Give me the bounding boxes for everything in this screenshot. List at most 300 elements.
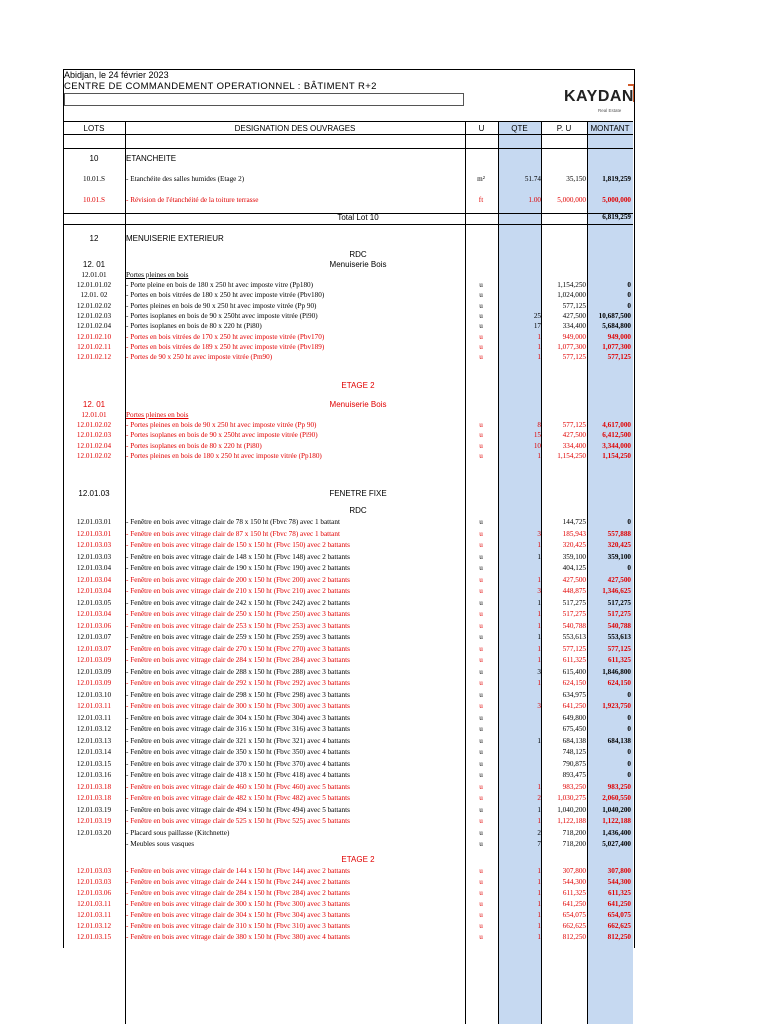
item-amount: 5,027,400 bbox=[602, 840, 631, 848]
item-amount: 611,325 bbox=[608, 656, 631, 664]
section-label: RDC bbox=[349, 250, 367, 259]
item-unit-price: 649,800 bbox=[562, 713, 586, 722]
lot12-heading bbox=[63, 234, 633, 244]
item-code: 12.01.03.16 bbox=[76, 771, 112, 779]
item-amount: 544,300 bbox=[607, 878, 631, 886]
table-row bbox=[63, 724, 633, 734]
item-code: 12.01.03.18 bbox=[76, 794, 112, 802]
table-row bbox=[63, 805, 633, 815]
item-designation: - Fenêtre en bois avec vitrage clair de 87 x 150 ht (Fbvc 78) avec 1 battant bbox=[126, 529, 340, 538]
table-row bbox=[63, 921, 633, 931]
kaydan-logo: KAYDAN bbox=[564, 88, 634, 105]
item-code: 12.01.01.02 bbox=[76, 281, 112, 289]
table-row bbox=[63, 598, 633, 608]
item-unit: u bbox=[479, 840, 483, 848]
item-designation: - Fenêtre en bois avec vitrage clair de 304 x 150 ht (Fbvc 304) avec 3 battants bbox=[126, 713, 350, 722]
table-row bbox=[63, 877, 633, 887]
item-designation: - Portes pleines en bois de 90 x 250 ht avec imposte vitrée (Pp 90) bbox=[126, 301, 317, 310]
subsection-portes-pleines-e2 bbox=[63, 410, 633, 420]
item-quantity: 1.00 bbox=[528, 196, 541, 204]
table-row bbox=[63, 441, 633, 451]
item-code: 12.01.03.04 bbox=[76, 610, 112, 618]
item-unit-price: 5,000,000 bbox=[557, 196, 586, 204]
item-unit: u bbox=[479, 817, 483, 825]
item-designation: - Portes de 90 x 250 ht avec imposte vitrée (Pm90) bbox=[126, 353, 273, 362]
item-unit: ft bbox=[478, 196, 484, 204]
item-amount: 684,138 bbox=[607, 736, 631, 745]
item-unit: u bbox=[479, 451, 483, 460]
section-etage2 bbox=[63, 381, 633, 391]
item-unit-price: 654,075 bbox=[562, 911, 586, 919]
item-amount: 0 bbox=[627, 771, 631, 779]
table-row bbox=[63, 667, 633, 677]
table-row bbox=[63, 713, 633, 723]
item-unit: u bbox=[479, 794, 483, 802]
item-quantity: 1 bbox=[537, 900, 541, 908]
item-code: 12.01.03.11 bbox=[77, 702, 111, 710]
section-label: Portes pleines en bois bbox=[126, 411, 189, 419]
item-unit: u bbox=[479, 441, 483, 450]
item-quantity: 1 bbox=[537, 656, 541, 664]
item-code: 12.01.03.11 bbox=[77, 713, 111, 722]
section-label: FENETRE FIXE bbox=[329, 489, 387, 498]
item-code: 12.01.02.02 bbox=[76, 421, 112, 429]
item-amount: 577,125 bbox=[607, 353, 631, 362]
item-designation: - Fenêtre en bois avec vitrage clair de 350 x 150 ht (Fbvc 350) avec 4 battants bbox=[126, 748, 350, 756]
item-designation: - Fenêtre en bois avec vitrage clair de 150 x 150 ht (Fbvc 150) avec 2 battants bbox=[126, 541, 350, 549]
item-code: 12.01.03.01 bbox=[76, 518, 112, 526]
table-row bbox=[63, 563, 633, 573]
item-unit-price: 684,138 bbox=[562, 736, 586, 745]
section-rdc bbox=[63, 250, 633, 260]
item-designation: - Fenêtre en bois avec vitrage clair de 300 x 150 ht (Fbvc 300) avec 3 battants bbox=[126, 702, 350, 710]
item-unit: u bbox=[479, 311, 483, 320]
item-designation: - Fenêtre en bois avec vitrage clair de 144 x 150 ht (Fbvc 144) avec 2 battants bbox=[126, 867, 350, 875]
item-amount: 0 bbox=[627, 713, 631, 722]
item-code: 12.01.03.04 bbox=[76, 575, 112, 584]
section-label: ETAGE 2 bbox=[341, 381, 375, 390]
section-rdc-fenetre bbox=[63, 506, 633, 516]
item-designation: - Portes isoplanes en bois de 90 x 250ht avec imposte vitrée (Pi90) bbox=[126, 311, 318, 320]
item-unit: u bbox=[479, 291, 483, 300]
item-quantity: 17 bbox=[533, 322, 541, 331]
item-designation: - Fenêtre en bois avec vitrage clair de 270 x 150 ht (Fbvc 270) avec 3 battants bbox=[126, 644, 350, 653]
item-quantity: 1 bbox=[537, 867, 541, 875]
item-unit-price: 615,400 bbox=[562, 667, 586, 676]
item-designation: - Fenêtre en bois avec vitrage clair de 494 x 150 ht (Fbvc 494) avec 5 battants bbox=[126, 805, 350, 814]
item-code: 12.01.03.19 bbox=[76, 805, 112, 814]
item-unit: u bbox=[479, 518, 483, 526]
item-amount: 359,100 bbox=[607, 552, 631, 561]
item-code: 12.01.03.15 bbox=[76, 933, 112, 941]
item-designation: - Fenêtre en bois avec vitrage clair de 200 x 150 ht (Fbvc 200) avec 2 battants bbox=[126, 575, 350, 584]
item-unit-price: 448,875 bbox=[562, 587, 586, 595]
section-menuiserie-bois-e2 bbox=[63, 400, 633, 410]
item-amount: 983,250 bbox=[607, 782, 631, 791]
item-unit: u bbox=[479, 656, 483, 664]
item-designation: - Fenêtre en bois avec vitrage clair de 460 x 150 ht (Fbvc 460) avec 5 battants bbox=[126, 782, 350, 791]
item-unit: u bbox=[479, 541, 483, 549]
item-designation: - Fenêtre en bois avec vitrage clair de 525 x 150 ht (Fbvc 525) avec 5 battants bbox=[126, 817, 350, 825]
item-quantity: 2 bbox=[537, 828, 541, 837]
subsection-portes-pleines bbox=[63, 270, 633, 280]
item-quantity: 25 bbox=[533, 311, 541, 320]
item-amount: 5,000,000 bbox=[602, 196, 631, 204]
item-code: 12.01.03.01 bbox=[76, 529, 112, 538]
item-unit-price: 675,450 bbox=[562, 725, 586, 733]
item-quantity: 3 bbox=[537, 587, 541, 595]
item-unit: u bbox=[479, 878, 483, 886]
section-label: RDC bbox=[349, 506, 367, 515]
item-code: 12.01.03.12 bbox=[76, 922, 112, 930]
item-quantity: 1 bbox=[537, 911, 541, 919]
item-unit-price: 983,250 bbox=[562, 782, 586, 791]
item-quantity: 1 bbox=[537, 621, 541, 630]
table-row bbox=[63, 678, 633, 688]
item-code: 12.01.03.13 bbox=[76, 736, 112, 745]
table-row bbox=[63, 540, 633, 550]
item-code: 12.01.02.03 bbox=[76, 431, 112, 440]
divider bbox=[63, 224, 633, 225]
item-code: 12.01.02.04 bbox=[76, 322, 112, 331]
item-code: 10.01.S bbox=[83, 175, 105, 183]
col-head-u: U bbox=[478, 124, 485, 133]
item-amount: 624,150 bbox=[607, 679, 631, 687]
item-unit: u bbox=[479, 421, 483, 429]
item-unit: u bbox=[479, 702, 483, 710]
section-label: Menuiserie Bois bbox=[329, 260, 387, 269]
item-unit-price: 544,300 bbox=[562, 878, 586, 886]
item-quantity: 2 bbox=[537, 794, 541, 802]
item-designation: - Portes isoplanes en bois de 80 x 220 ht (Pi80) bbox=[126, 441, 262, 450]
item-quantity: 1 bbox=[537, 679, 541, 687]
item-designation: - Fenêtre en bois avec vitrage clair de 300 x 150 ht (Fbvc 300) avec 3 battants bbox=[126, 900, 350, 908]
item-unit-price: 185,943 bbox=[562, 529, 586, 538]
item-unit: u bbox=[479, 805, 483, 814]
item-designation: - Fenêtre en bois avec vitrage clair de 380 x 150 ht (Fbvc 380) avec 4 battants bbox=[126, 933, 350, 941]
item-designation: - Fenêtre en bois avec vitrage clair de 148 x 150 ht (Fbvc 148) avec 2 battants bbox=[126, 552, 350, 561]
item-unit-price: 1,154,250 bbox=[557, 451, 586, 460]
item-unit: u bbox=[479, 922, 483, 930]
item-code: 12.01.03.04 bbox=[76, 587, 112, 595]
item-code: 12.01.03.05 bbox=[76, 598, 112, 607]
item-designation: - Fenêtre en bois avec vitrage clair de 418 x 150 ht (Fbvc 418) avec 4 battants bbox=[126, 771, 350, 779]
col-head-qte: QTE bbox=[511, 124, 528, 133]
section-etage2-fenetre bbox=[63, 855, 633, 865]
item-code: 12.01.03.10 bbox=[76, 690, 112, 699]
item-designation: - Fenêtre en bois avec vitrage clair de 316 x 150 ht (Fbvc 316) avec 3 battants bbox=[126, 725, 350, 733]
item-amount: 1,154,250 bbox=[602, 451, 631, 460]
item-amount: 662,625 bbox=[607, 922, 631, 930]
item-amount: 0 bbox=[627, 759, 631, 768]
section-code: 12.01.01 bbox=[81, 271, 107, 279]
item-designation: - Fenêtre en bois avec vitrage clair de 321 x 150 ht (Fbvc 321) avec 4 battants bbox=[126, 736, 350, 745]
item-designation: - Fenêtre en bois avec vitrage clair de 259 x 150 ht (Fbvc 259) avec 3 battants bbox=[126, 633, 350, 641]
item-amount: 577,125 bbox=[607, 644, 631, 653]
section-code: 12. 01 bbox=[82, 260, 106, 269]
item-designation: - Fenêtre en bois avec vitrage clair de 284 x 150 ht (Fbvc 284) avec 3 battants bbox=[126, 656, 350, 664]
item-amount: 557,888 bbox=[607, 529, 631, 538]
item-amount: 1,077,300 bbox=[602, 342, 631, 351]
item-amount: 427,500 bbox=[607, 575, 631, 584]
table-row bbox=[63, 793, 633, 803]
item-designation: - Fenêtre en bois avec vitrage clair de 250 x 150 ht (Fbvc 250) avec 3 battants bbox=[126, 610, 350, 618]
item-unit: u bbox=[479, 889, 483, 897]
item-unit: u bbox=[479, 301, 483, 310]
item-code: 12.01.03.04 bbox=[76, 564, 112, 572]
item-unit: u bbox=[479, 782, 483, 791]
lot10-heading bbox=[63, 154, 633, 164]
item-amount: 540,788 bbox=[607, 621, 631, 630]
item-amount: 0 bbox=[627, 291, 631, 300]
item-unit-price: 320,425 bbox=[562, 541, 586, 549]
item-amount: 1,346,625 bbox=[602, 587, 631, 595]
item-amount: 654,075 bbox=[607, 911, 631, 919]
item-designation: - Fenêtre en bois avec vitrage clair de 244 x 150 ht (Fbvc 244) avec 2 battants bbox=[126, 878, 350, 886]
item-unit-price: 624,150 bbox=[562, 679, 586, 687]
item-quantity: 1 bbox=[537, 633, 541, 641]
item-unit: u bbox=[479, 332, 483, 341]
item-amount: 517,275 bbox=[607, 598, 631, 607]
item-designation: - Fenêtre en bois avec vitrage clair de 253 x 150 ht (Fbvc 253) avec 3 battants bbox=[126, 621, 350, 630]
table-row bbox=[63, 575, 633, 585]
item-quantity: 51.74 bbox=[524, 175, 541, 183]
item-code: 12.01.03.03 bbox=[76, 867, 112, 875]
item-unit: u bbox=[479, 644, 483, 653]
item-unit-price: 748,125 bbox=[562, 748, 586, 756]
item-unit: u bbox=[479, 771, 483, 779]
item-quantity: 1 bbox=[537, 933, 541, 941]
item-designation: - Portes isoplanes en bois de 80 x 220 ht (Pi80) bbox=[126, 322, 262, 331]
item-unit-price: 790,875 bbox=[562, 759, 586, 768]
item-unit: u bbox=[479, 679, 483, 687]
section-label: Menuiserie Bois bbox=[329, 400, 387, 409]
item-unit-price: 662,625 bbox=[562, 922, 586, 930]
item-quantity: 1 bbox=[537, 817, 541, 825]
item-code: 12.01.03.03 bbox=[76, 552, 112, 561]
total-value: 6,819,259 bbox=[602, 213, 631, 221]
item-amount: 0 bbox=[627, 748, 631, 756]
item-unit-price: 577,125 bbox=[562, 301, 586, 310]
item-code: 10.01.S bbox=[83, 196, 105, 204]
item-amount: 1,436,400 bbox=[602, 828, 631, 837]
item-designation: - Fenêtre en bois avec vitrage clair de 482 x 150 ht (Fbvc 482) avec 5 battants bbox=[126, 794, 350, 802]
section-code: 12.01.01 bbox=[81, 411, 107, 419]
table-row bbox=[63, 195, 633, 205]
item-unit-price: 641,250 bbox=[562, 702, 586, 710]
lot-title: MENUISERIE EXTERIEUR bbox=[126, 234, 224, 243]
item-code: 12.01. 02 bbox=[80, 291, 108, 300]
item-amount: 320,425 bbox=[607, 541, 631, 549]
item-amount: 0 bbox=[627, 301, 631, 310]
item-designation: - Portes en bois vitrées de 180 x 250 ht avec imposte vitrée (Pbv180) bbox=[126, 291, 325, 300]
item-amount: 10,687,500 bbox=[598, 311, 631, 320]
item-quantity: 1 bbox=[537, 575, 541, 584]
item-designation: - Fenêtre en bois avec vitrage clair de 292 x 150 ht (Fbvc 292) avec 3 battants bbox=[126, 679, 350, 687]
item-code: 12.01.03.18 bbox=[76, 782, 112, 791]
item-code: 12.01.03.12 bbox=[76, 725, 112, 733]
city-date: Abidjan, le 24 février 2023 bbox=[64, 70, 169, 80]
item-designation: - Etanchéite des salles humides (Etage 2) bbox=[126, 175, 245, 183]
item-amount: 949,000 bbox=[607, 332, 631, 341]
table-row bbox=[63, 910, 633, 920]
table-row bbox=[63, 451, 633, 461]
item-quantity: 1 bbox=[537, 598, 541, 607]
item-unit: u bbox=[479, 322, 483, 331]
item-quantity: 3 bbox=[537, 667, 541, 676]
item-quantity: 1 bbox=[537, 782, 541, 791]
item-unit: u bbox=[479, 353, 483, 362]
item-unit-price: 334,400 bbox=[562, 322, 586, 331]
item-code: 12.01.02.11 bbox=[77, 342, 111, 351]
item-code: 12.01.02.03 bbox=[76, 311, 112, 320]
table-row bbox=[63, 621, 633, 631]
item-unit-price: 334,400 bbox=[562, 441, 586, 450]
item-code: 12.01.03.06 bbox=[76, 621, 112, 630]
item-unit-price: 1,122,188 bbox=[557, 817, 586, 825]
item-unit-price: 718,200 bbox=[562, 840, 586, 848]
item-quantity: 3 bbox=[537, 702, 541, 710]
item-unit: u bbox=[479, 552, 483, 561]
table-row bbox=[63, 816, 633, 826]
table-row bbox=[63, 529, 633, 539]
table-row bbox=[63, 644, 633, 654]
item-unit-price: 1,024,000 bbox=[557, 291, 586, 300]
table-row bbox=[63, 782, 633, 792]
item-unit-price: 1,154,250 bbox=[557, 281, 586, 289]
item-quantity: 1 bbox=[537, 610, 541, 618]
table-row bbox=[63, 609, 633, 619]
section-fenetre-fixe bbox=[63, 489, 633, 499]
table-row bbox=[63, 888, 633, 898]
item-code: 12.01.02.04 bbox=[76, 441, 112, 450]
item-unit: u bbox=[479, 610, 483, 618]
item-unit: u bbox=[479, 667, 483, 676]
item-unit: u bbox=[479, 431, 483, 440]
item-quantity: 1 bbox=[537, 541, 541, 549]
kaydan-logo-sub: Real Estate bbox=[598, 108, 622, 113]
item-quantity: 10 bbox=[533, 441, 541, 450]
item-unit-price: 949,000 bbox=[562, 332, 586, 341]
item-amount: 5,684,800 bbox=[602, 322, 631, 331]
item-unit: u bbox=[479, 867, 483, 875]
item-quantity: 1 bbox=[537, 922, 541, 930]
table-row bbox=[63, 430, 633, 440]
item-quantity: 3 bbox=[537, 529, 541, 538]
col-head-montant: MONTANT bbox=[590, 124, 630, 133]
item-unit-price: 718,200 bbox=[562, 828, 586, 837]
total-label: Total Lot 10 bbox=[337, 213, 379, 222]
item-unit: u bbox=[479, 621, 483, 630]
item-unit-price: 611,325 bbox=[562, 656, 586, 664]
item-quantity: 1 bbox=[537, 878, 541, 886]
item-amount: 517,275 bbox=[607, 610, 631, 618]
table-row bbox=[63, 690, 633, 700]
item-designation: - Révision de l'étanchéité de la toiture terrasse bbox=[126, 196, 259, 204]
item-unit: u bbox=[479, 713, 483, 722]
item-designation: - Placard sous paillasse (Kitchnette) bbox=[126, 828, 230, 837]
item-code: 12.01.03.11 bbox=[77, 911, 111, 919]
item-unit-price: 144,725 bbox=[562, 518, 586, 526]
item-code: 12.01.03.14 bbox=[76, 748, 112, 756]
item-unit: u bbox=[479, 933, 483, 941]
item-unit: u bbox=[479, 759, 483, 768]
lot10-total-row bbox=[63, 213, 633, 223]
item-amount: 1,819,259 bbox=[602, 175, 631, 183]
table-row bbox=[63, 290, 633, 300]
item-designation: - Fenêtre en bois avec vitrage clair de 288 x 150 ht (Fbvc 288) avec 3 battants bbox=[126, 667, 350, 676]
item-unit-price: 359,100 bbox=[562, 552, 586, 561]
item-code: 12.01.03.09 bbox=[76, 656, 112, 664]
section-code: 12.01.03 bbox=[78, 489, 110, 498]
item-unit-price: 427,500 bbox=[562, 575, 586, 584]
item-unit-price: 427,500 bbox=[562, 311, 586, 320]
item-amount: 1,846,800 bbox=[602, 667, 631, 676]
item-designation: - Fenêtre en bois avec vitrage clair de 310 x 150 ht (Fbvc 310) avec 3 battants bbox=[126, 922, 350, 930]
item-unit: u bbox=[479, 342, 483, 351]
item-amount: 4,617,000 bbox=[602, 421, 631, 429]
table-row bbox=[63, 517, 633, 527]
table-row bbox=[63, 352, 633, 362]
table-row bbox=[63, 586, 633, 596]
table-row bbox=[63, 321, 633, 331]
item-amount: 0 bbox=[627, 564, 631, 572]
item-code: 12.01.03.07 bbox=[76, 644, 112, 653]
item-code: 12.01.03.07 bbox=[76, 633, 112, 641]
item-unit-price: 577,125 bbox=[562, 421, 586, 429]
item-code: 12.01.03.20 bbox=[76, 828, 112, 837]
divider bbox=[63, 134, 633, 135]
item-unit-price: 1,077,300 bbox=[557, 342, 586, 351]
item-unit: u bbox=[479, 748, 483, 756]
item-quantity: 1 bbox=[537, 805, 541, 814]
section-menuiserie-bois bbox=[63, 260, 633, 270]
item-unit-price: 427,500 bbox=[562, 431, 586, 440]
table-row bbox=[63, 552, 633, 562]
table-row bbox=[63, 701, 633, 711]
item-unit: u bbox=[479, 828, 483, 837]
item-quantity: 1 bbox=[537, 353, 541, 362]
item-code: 12.01.03.09 bbox=[76, 667, 112, 676]
item-unit: u bbox=[479, 900, 483, 908]
table-row bbox=[63, 342, 633, 352]
item-code: 12.01.03.15 bbox=[76, 759, 112, 768]
table-row bbox=[63, 899, 633, 909]
item-code: 12.01.03.11 bbox=[77, 900, 111, 908]
item-quantity: 1 bbox=[537, 736, 541, 745]
item-unit-price: 641,250 bbox=[562, 900, 586, 908]
item-unit-price: 1,030,275 bbox=[557, 794, 586, 802]
item-amount: 307,800 bbox=[607, 867, 631, 875]
item-designation: - Porte pleine en bois de 180 x 250 ht avec imposte vitre (Pp180) bbox=[126, 281, 314, 289]
item-amount: 553,613 bbox=[607, 633, 631, 641]
item-designation: - Fenêtre en bois avec vitrage clair de 190 x 150 ht (Fbvc 190) avec 2 battants bbox=[126, 564, 350, 572]
item-unit-price: 893,475 bbox=[562, 771, 586, 779]
item-unit-price: 540,788 bbox=[562, 621, 586, 630]
section-code: 12. 01 bbox=[82, 400, 106, 409]
table-row bbox=[63, 632, 633, 642]
item-quantity: 8 bbox=[537, 421, 541, 429]
item-designation: - Fenêtre en bois avec vitrage clair de 210 x 150 ht (Fbvc 210) avec 2 battants bbox=[126, 587, 350, 595]
item-designation: - Fenêtre en bois avec vitrage clair de 284 x 150 ht (Fbvc 284) avec 2 battants bbox=[126, 889, 350, 897]
item-quantity: 1 bbox=[537, 552, 541, 561]
item-unit: u bbox=[479, 725, 483, 733]
item-designation: - Fenêtre en bois avec vitrage clair de 242 x 150 ht (Fbvc 242) avec 2 battants bbox=[126, 598, 350, 607]
item-quantity: 15 bbox=[533, 431, 541, 440]
item-unit-price: 577,125 bbox=[562, 644, 586, 653]
table-row bbox=[63, 770, 633, 780]
item-amount: 1,040,200 bbox=[602, 805, 631, 814]
